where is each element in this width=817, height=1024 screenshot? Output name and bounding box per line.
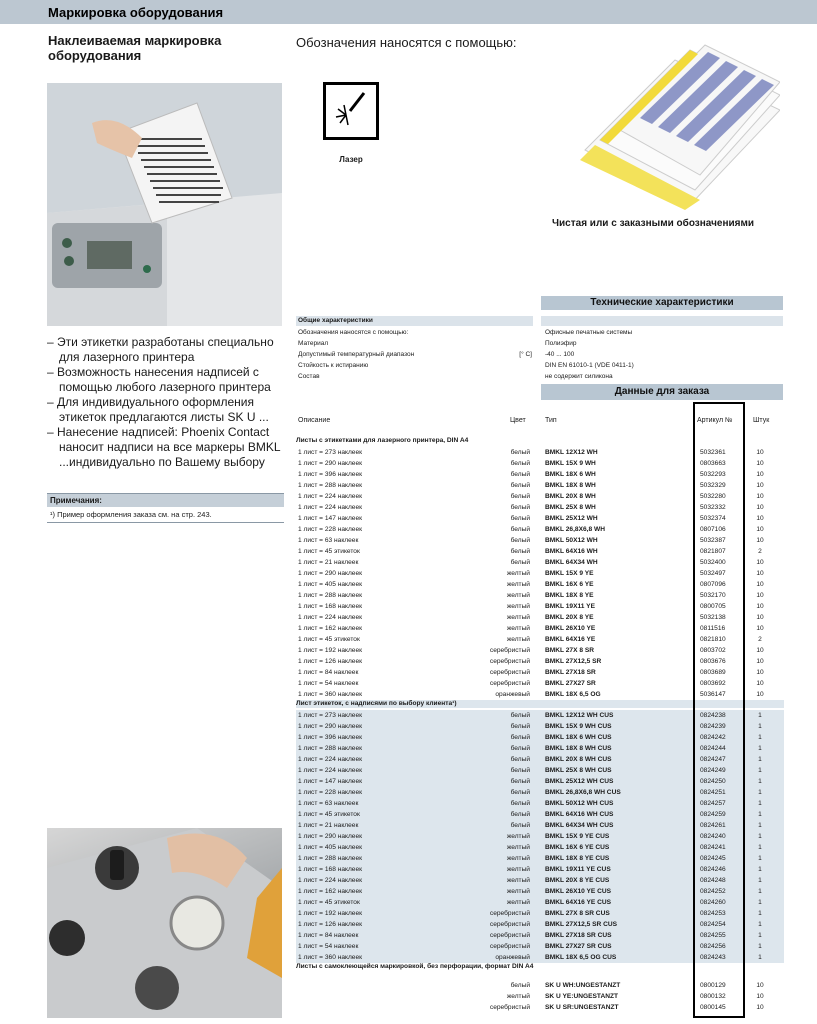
row-color: серебристый <box>489 680 530 687</box>
row-qty: 10 <box>756 592 764 599</box>
row-qty: 1 <box>758 877 762 884</box>
row-color: белый <box>510 982 530 989</box>
tech-row <box>296 327 784 338</box>
row-desc: 1 лист = 224 наклеек <box>298 504 363 511</box>
row-qty: 10 <box>756 460 764 467</box>
row-color: белый <box>510 471 530 478</box>
row-article: 0824250 <box>700 778 726 785</box>
order-header: Данные для заказа <box>541 384 783 400</box>
row-desc: 1 лист = 162 наклеек <box>298 888 363 895</box>
row-color: белый <box>510 767 530 774</box>
row-article: 0824244 <box>700 745 726 752</box>
row-color: желтый <box>506 844 530 851</box>
row-color: оранжевый <box>495 954 530 961</box>
tech-row <box>296 371 784 382</box>
row-color: серебристый <box>489 669 530 676</box>
tech-unit: [° C] <box>519 351 532 358</box>
row-type: BMKL 12X12 WH <box>545 449 598 456</box>
row-type: BMKL 27X12,5 SR <box>545 658 602 665</box>
row-desc: 1 лист = 192 наклеек <box>298 910 363 917</box>
marking-intro: Обозначения наносятся с помощью: <box>296 35 517 50</box>
row-desc: 1 лист = 288 наклеек <box>298 745 363 752</box>
tech-label: Обозначения наносятся с помощью: <box>298 329 409 336</box>
notes-title: Примечания: <box>47 494 284 507</box>
row-type: BMKL 18X 6,5 OG <box>545 691 601 698</box>
laser-icon <box>323 82 379 140</box>
row-qty: 10 <box>756 614 764 621</box>
row-qty: 1 <box>758 943 762 950</box>
tech-value: DIN EN 61010-1 (VDE 0411-1) <box>545 362 634 369</box>
control-panel-illustration <box>47 828 282 1018</box>
row-desc: 1 лист = 360 наклеек <box>298 954 363 961</box>
row-qty: 1 <box>758 734 762 741</box>
row-qty: 1 <box>758 844 762 851</box>
row-color: желтый <box>506 625 530 632</box>
order-section-title: Листы с самоклеющейся маркировкой, без перфорации, формат DIN A4 <box>296 963 534 970</box>
row-type: BMKL 15X 9 YE <box>545 570 594 577</box>
row-color: серебристый <box>489 647 530 654</box>
row-color: белый <box>510 756 530 763</box>
row-article: 0824248 <box>700 877 726 884</box>
row-type: BMKL 27X 8 SR <box>545 647 594 654</box>
col-type: Тип <box>545 417 557 424</box>
row-article: 0824238 <box>700 712 726 719</box>
row-type: BMKL 25X12 WH CUS <box>545 778 614 785</box>
row-color: желтый <box>506 570 530 577</box>
row-article: 5032361 <box>700 449 726 456</box>
row-qty: 10 <box>756 471 764 478</box>
row-article: 0824243 <box>700 954 726 961</box>
row-article: 0803689 <box>700 669 726 676</box>
row-article: 5032332 <box>700 504 726 511</box>
row-qty: 1 <box>758 932 762 939</box>
row-type: BMKL 20X 8 YE CUS <box>545 877 610 884</box>
row-desc: 1 лист = 360 наклеек <box>298 691 363 698</box>
row-qty: 1 <box>758 910 762 917</box>
row-type: BMKL 20X 8 YE <box>545 614 594 621</box>
row-qty: 10 <box>756 982 764 989</box>
row-color: белый <box>510 723 530 730</box>
row-article: 0824249 <box>700 767 726 774</box>
row-qty: 1 <box>758 954 762 961</box>
row-color: серебристый <box>489 932 530 939</box>
row-type: BMKL 18X 6 WH <box>545 471 596 478</box>
row-article: 0824240 <box>700 833 726 840</box>
row-article: 0824247 <box>700 756 726 763</box>
row-type: BMKL 18X 6 WH CUS <box>545 734 612 741</box>
row-color: желтый <box>506 855 530 862</box>
row-color: белый <box>510 515 530 522</box>
row-color: желтый <box>506 899 530 906</box>
row-type: BMKL 27X12,5 SR CUS <box>545 921 618 928</box>
row-desc: 1 лист = 224 наклеек <box>298 493 363 500</box>
feature-item: – Эти этикетки разработаны специально для лазерного принтера <box>47 335 274 364</box>
row-article: 0803692 <box>700 680 726 687</box>
row-type: BMKL 20X 8 WH CUS <box>545 756 612 763</box>
tech-label: Допустимый температурный диапазон <box>298 351 415 358</box>
order-section-title: Лист этикеток, с надписями по выбору клиента¹) <box>296 700 784 708</box>
row-desc: 1 лист = 84 наклеек <box>298 932 359 939</box>
row-color: белый <box>510 537 530 544</box>
row-color: желтый <box>506 866 530 873</box>
row-color: белый <box>510 800 530 807</box>
row-type: BMKL 12X12 WH CUS <box>545 712 614 719</box>
article-column-highlight <box>693 402 745 1018</box>
row-qty: 10 <box>756 504 764 511</box>
row-color: серебристый <box>489 910 530 917</box>
row-type: BMKL 26X10 YE <box>545 625 596 632</box>
row-color: желтый <box>506 888 530 895</box>
row-type: BMKL 26X10 YE CUS <box>545 888 612 895</box>
row-article: 0821810 <box>700 636 726 643</box>
row-desc: 1 лист = 63 наклеек <box>298 537 359 544</box>
row-article: 0824256 <box>700 943 726 950</box>
row-qty: 10 <box>756 515 764 522</box>
tech-value: -40 ... 100 <box>545 351 575 358</box>
row-color: серебристый <box>489 943 530 950</box>
row-color: желтый <box>506 603 530 610</box>
row-article: 0807096 <box>700 581 726 588</box>
row-desc: 1 лист = 45 этикеток <box>298 811 360 818</box>
row-color: белый <box>510 712 530 719</box>
row-qty: 1 <box>758 723 762 730</box>
row-article: 0800132 <box>700 993 726 1000</box>
row-qty: 10 <box>756 570 764 577</box>
row-qty: 2 <box>758 636 762 643</box>
row-qty: 10 <box>756 1004 764 1011</box>
row-article: 0803676 <box>700 658 726 665</box>
row-desc: 1 лист = 168 наклеек <box>298 866 363 873</box>
row-qty: 10 <box>756 559 764 566</box>
row-type: BMKL 64X34 WH CUS <box>545 822 614 829</box>
row-qty: 2 <box>758 548 762 555</box>
row-color: желтый <box>506 592 530 599</box>
row-desc: 1 лист = 126 наклеек <box>298 921 363 928</box>
row-desc: 1 лист = 168 наклеек <box>298 603 363 610</box>
row-article: 0824242 <box>700 734 726 741</box>
row-article: 0824241 <box>700 844 726 851</box>
row-color: белый <box>510 449 530 456</box>
row-color: желтый <box>506 636 530 643</box>
row-color: белый <box>510 504 530 511</box>
row-type: BMKL 25X12 WH <box>545 515 598 522</box>
row-qty: 1 <box>758 899 762 906</box>
laser-label: Лазер <box>339 155 363 164</box>
notes-text: ¹) Пример оформления заказа см. на стр. 243. <box>47 507 284 523</box>
row-qty: 1 <box>758 888 762 895</box>
row-type: BMKL 50X12 WH CUS <box>545 800 614 807</box>
row-article: 5032280 <box>700 493 726 500</box>
row-desc: 1 лист = 45 этикеток <box>298 899 360 906</box>
row-qty: 1 <box>758 866 762 873</box>
tech-label: Стойкость к истиранию <box>298 362 369 369</box>
row-article: 5032374 <box>700 515 726 522</box>
tech-value: Офисные печатные системы <box>545 329 633 336</box>
row-desc: 1 лист = 290 наклеек <box>298 833 363 840</box>
row-article: 0824239 <box>700 723 726 730</box>
row-color: белый <box>510 493 530 500</box>
row-desc: 1 лист = 273 наклеек <box>298 712 363 719</box>
row-article: 0800129 <box>700 982 726 989</box>
row-qty: 1 <box>758 800 762 807</box>
row-desc: 1 лист = 84 наклеек <box>298 669 359 676</box>
row-article: 5036147 <box>700 691 726 698</box>
row-qty: 10 <box>756 669 764 676</box>
row-article: 0821807 <box>700 548 726 555</box>
row-color: серебристый <box>489 1004 530 1011</box>
row-type: BMKL 19X11 YE CUS <box>545 866 611 873</box>
row-type: BMKL 25X 8 WH <box>545 504 596 511</box>
row-type: BMKL 26,8X6,8 WH CUS <box>545 789 621 796</box>
row-desc: 1 лист = 290 наклеек <box>298 570 363 577</box>
row-article: 0811516 <box>700 625 726 632</box>
row-desc: 1 лист = 396 наклеек <box>298 734 363 741</box>
section-subtitle: Наклеиваемая маркировка оборудования <box>48 33 222 63</box>
row-article: 5032497 <box>700 570 726 577</box>
tech-label: Материал <box>298 340 329 347</box>
row-qty: 1 <box>758 745 762 752</box>
row-color: белый <box>510 548 530 555</box>
row-article: 0800145 <box>700 1004 726 1011</box>
row-desc: 1 лист = 54 наклеек <box>298 680 359 687</box>
row-color: серебристый <box>489 921 530 928</box>
row-type: BMKL 15X 9 WH CUS <box>545 723 612 730</box>
row-color: желтый <box>506 581 530 588</box>
row-article: 5032138 <box>700 614 726 621</box>
feature-item: – Возможность нанесения надписей с помощью любого лазерного принтера <box>47 365 271 394</box>
row-desc: 1 лист = 273 наклеек <box>298 449 363 456</box>
row-type: BMKL 64X16 WH CUS <box>545 811 614 818</box>
label-sheets-illustration <box>580 40 780 210</box>
row-qty: 10 <box>756 526 764 533</box>
row-article: 5032170 <box>700 592 726 599</box>
row-desc: 1 лист = 162 наклеек <box>298 625 363 632</box>
row-color: белый <box>510 778 530 785</box>
tech-row <box>296 349 784 360</box>
row-type: BMKL 18X 8 YE CUS <box>545 855 610 862</box>
col-article: Артикул № <box>697 417 733 424</box>
row-desc: 1 лист = 45 этикеток <box>298 548 360 555</box>
row-color: белый <box>510 460 530 467</box>
feature-list <box>47 335 284 470</box>
row-qty: 1 <box>758 767 762 774</box>
row-qty: 10 <box>756 680 764 687</box>
row-desc: 1 лист = 405 наклеек <box>298 581 363 588</box>
row-article: 0824260 <box>700 899 726 906</box>
tech-general-label: Общие характеристики <box>296 316 533 326</box>
row-desc: 1 лист = 147 наклеек <box>298 515 363 522</box>
row-article: 0824251 <box>700 789 726 796</box>
row-article: 0807106 <box>700 526 726 533</box>
row-type: BMKL 18X 8 WH <box>545 482 596 489</box>
feature-item: – Для индивидуального оформления этикеток предлагаются листы SK U ... <box>47 395 269 424</box>
row-type: SK U YE:UNGESTANZT <box>545 993 619 1000</box>
row-qty: 1 <box>758 756 762 763</box>
row-article: 5032400 <box>700 559 726 566</box>
control-panel-photo <box>47 828 282 1018</box>
row-type: BMKL 19X11 YE <box>545 603 595 610</box>
row-color: белый <box>510 559 530 566</box>
row-article: 0824253 <box>700 910 726 917</box>
row-qty: 1 <box>758 921 762 928</box>
row-article: 0803663 <box>700 460 726 467</box>
row-desc: 1 лист = 192 наклеек <box>298 647 363 654</box>
row-desc: 1 лист = 405 наклеек <box>298 844 363 851</box>
row-type: BMKL 18X 8 WH CUS <box>545 745 612 752</box>
row-type: BMKL 16X 6 YE <box>545 581 594 588</box>
tech-value: не содержит силикона <box>545 373 613 380</box>
row-color: желтый <box>506 877 530 884</box>
row-desc: 1 лист = 224 наклеек <box>298 877 363 884</box>
row-color: оранжевый <box>495 691 530 698</box>
row-qty: 10 <box>756 537 764 544</box>
printer-illustration <box>47 83 282 326</box>
row-desc: 1 лист = 290 наклеек <box>298 723 363 730</box>
row-qty: 10 <box>756 581 764 588</box>
row-color: желтый <box>506 993 530 1000</box>
row-type: BMKL 27X27 SR CUS <box>545 943 612 950</box>
row-desc: 1 лист = 288 наклеек <box>298 592 363 599</box>
row-desc: 1 лист = 45 этикеток <box>298 636 360 643</box>
row-article: 0824261 <box>700 822 726 829</box>
notes-box <box>47 493 284 523</box>
row-type: BMKL 27X27 SR <box>545 680 596 687</box>
row-article: 0824245 <box>700 855 726 862</box>
row-type: BMKL 15X 9 WH <box>545 460 596 467</box>
sheets-caption: Чистая или с заказными обозначениями <box>552 218 755 229</box>
row-qty: 1 <box>758 855 762 862</box>
row-desc: 1 лист = 224 наклеек <box>298 767 363 774</box>
row-qty: 10 <box>756 647 764 654</box>
row-desc: 1 лист = 228 наклеек <box>298 789 363 796</box>
row-desc: 1 лист = 288 наклеек <box>298 855 363 862</box>
row-desc: 1 лист = 228 наклеек <box>298 526 363 533</box>
row-color: белый <box>510 822 530 829</box>
row-color: белый <box>510 482 530 489</box>
row-color: белый <box>510 745 530 752</box>
row-color: белый <box>510 789 530 796</box>
row-qty: 1 <box>758 833 762 840</box>
row-type: BMKL 64X16 YE CUS <box>545 899 612 906</box>
row-qty: 1 <box>758 778 762 785</box>
tech-general-band <box>541 316 783 326</box>
row-type: BMKL 27X18 SR <box>545 669 596 676</box>
row-desc: 1 лист = 396 наклеек <box>298 471 363 478</box>
row-type: BMKL 20X 8 WH <box>545 493 596 500</box>
row-type: SK U SR:UNGESTANZT <box>545 1004 619 1011</box>
row-article: 0803702 <box>700 647 726 654</box>
col-qty: Штук <box>753 417 770 424</box>
row-type: BMKL 64X16 WH <box>545 548 598 555</box>
row-qty: 10 <box>756 449 764 456</box>
row-type: BMKL 64X16 YE <box>545 636 596 643</box>
row-article: 0800705 <box>700 603 726 610</box>
col-desc: Описание <box>298 417 331 424</box>
row-desc: 1 лист = 21 наклеек <box>298 559 359 566</box>
row-article: 0824252 <box>700 888 726 895</box>
row-desc: 1 лист = 288 наклеек <box>298 482 363 489</box>
row-qty: 10 <box>756 691 764 698</box>
row-type: SK U WH:UNGESTANZT <box>545 982 621 989</box>
row-color: серебристый <box>489 658 530 665</box>
row-desc: 1 лист = 147 наклеек <box>298 778 363 785</box>
row-type: BMKL 64X34 WH <box>545 559 598 566</box>
tech-row <box>296 338 784 349</box>
row-desc: 1 лист = 224 наклеек <box>298 756 363 763</box>
tech-value: Полиэфир <box>545 340 577 347</box>
row-qty: 10 <box>756 482 764 489</box>
tech-row <box>296 360 784 371</box>
row-qty: 10 <box>756 603 764 610</box>
feature-item: – Нанесение надписей: Phoenix Contact наносит надписи на все маркеры BMKL ...индивидуально по Вашему выбору <box>47 425 281 469</box>
row-type: BMKL 27X18 SR CUS <box>545 932 612 939</box>
row-type: BMKL 26,8X6,8 WH <box>545 526 605 533</box>
row-desc: 1 лист = 54 наклеек <box>298 943 359 950</box>
row-qty: 10 <box>756 993 764 1000</box>
page-title: Маркировка оборудования <box>48 5 224 20</box>
row-color: желтый <box>506 614 530 621</box>
row-color: белый <box>510 811 530 818</box>
row-type: BMKL 50X12 WH <box>545 537 598 544</box>
row-type: BMKL 27X 8 SR CUS <box>545 910 610 917</box>
row-article: 0824255 <box>700 932 726 939</box>
row-article: 5032329 <box>700 482 726 489</box>
row-type: BMKL 18X 8 YE <box>545 592 594 599</box>
row-type: BMKL 18X 6,5 OG CUS <box>545 954 617 961</box>
row-color: белый <box>510 734 530 741</box>
row-type: BMKL 16X 6 YE CUS <box>545 844 610 851</box>
row-qty: 1 <box>758 789 762 796</box>
row-article: 5032387 <box>700 537 726 544</box>
row-color: желтый <box>506 833 530 840</box>
row-desc: 1 лист = 21 наклеек <box>298 822 359 829</box>
order-section-title: Листы с этикетками для лазерного принтера, DIN A4 <box>296 437 469 444</box>
row-type: BMKL 25X 8 WH CUS <box>545 767 612 774</box>
row-color: белый <box>510 526 530 533</box>
row-qty: 10 <box>756 658 764 665</box>
row-qty: 1 <box>758 822 762 829</box>
row-article: 0824246 <box>700 866 726 873</box>
row-desc: 1 лист = 63 наклеек <box>298 800 359 807</box>
tech-label: Состав <box>298 373 320 380</box>
row-article: 5032293 <box>700 471 726 478</box>
row-desc: 1 лист = 290 наклеек <box>298 460 363 467</box>
row-article: 0824259 <box>700 811 726 818</box>
printer-photo <box>47 83 282 326</box>
col-color: Цвет <box>510 417 526 424</box>
page-header <box>0 0 817 26</box>
row-qty: 1 <box>758 811 762 818</box>
tech-header: Технические характеристики <box>541 296 783 310</box>
row-qty: 10 <box>756 493 764 500</box>
row-qty: 1 <box>758 712 762 719</box>
row-desc: 1 лист = 224 наклеек <box>298 614 363 621</box>
row-type: BMKL 15X 9 YE CUS <box>545 833 610 840</box>
row-article: 0824254 <box>700 921 726 928</box>
row-qty: 10 <box>756 625 764 632</box>
row-desc: 1 лист = 126 наклеек <box>298 658 363 665</box>
row-article: 0824257 <box>700 800 726 807</box>
